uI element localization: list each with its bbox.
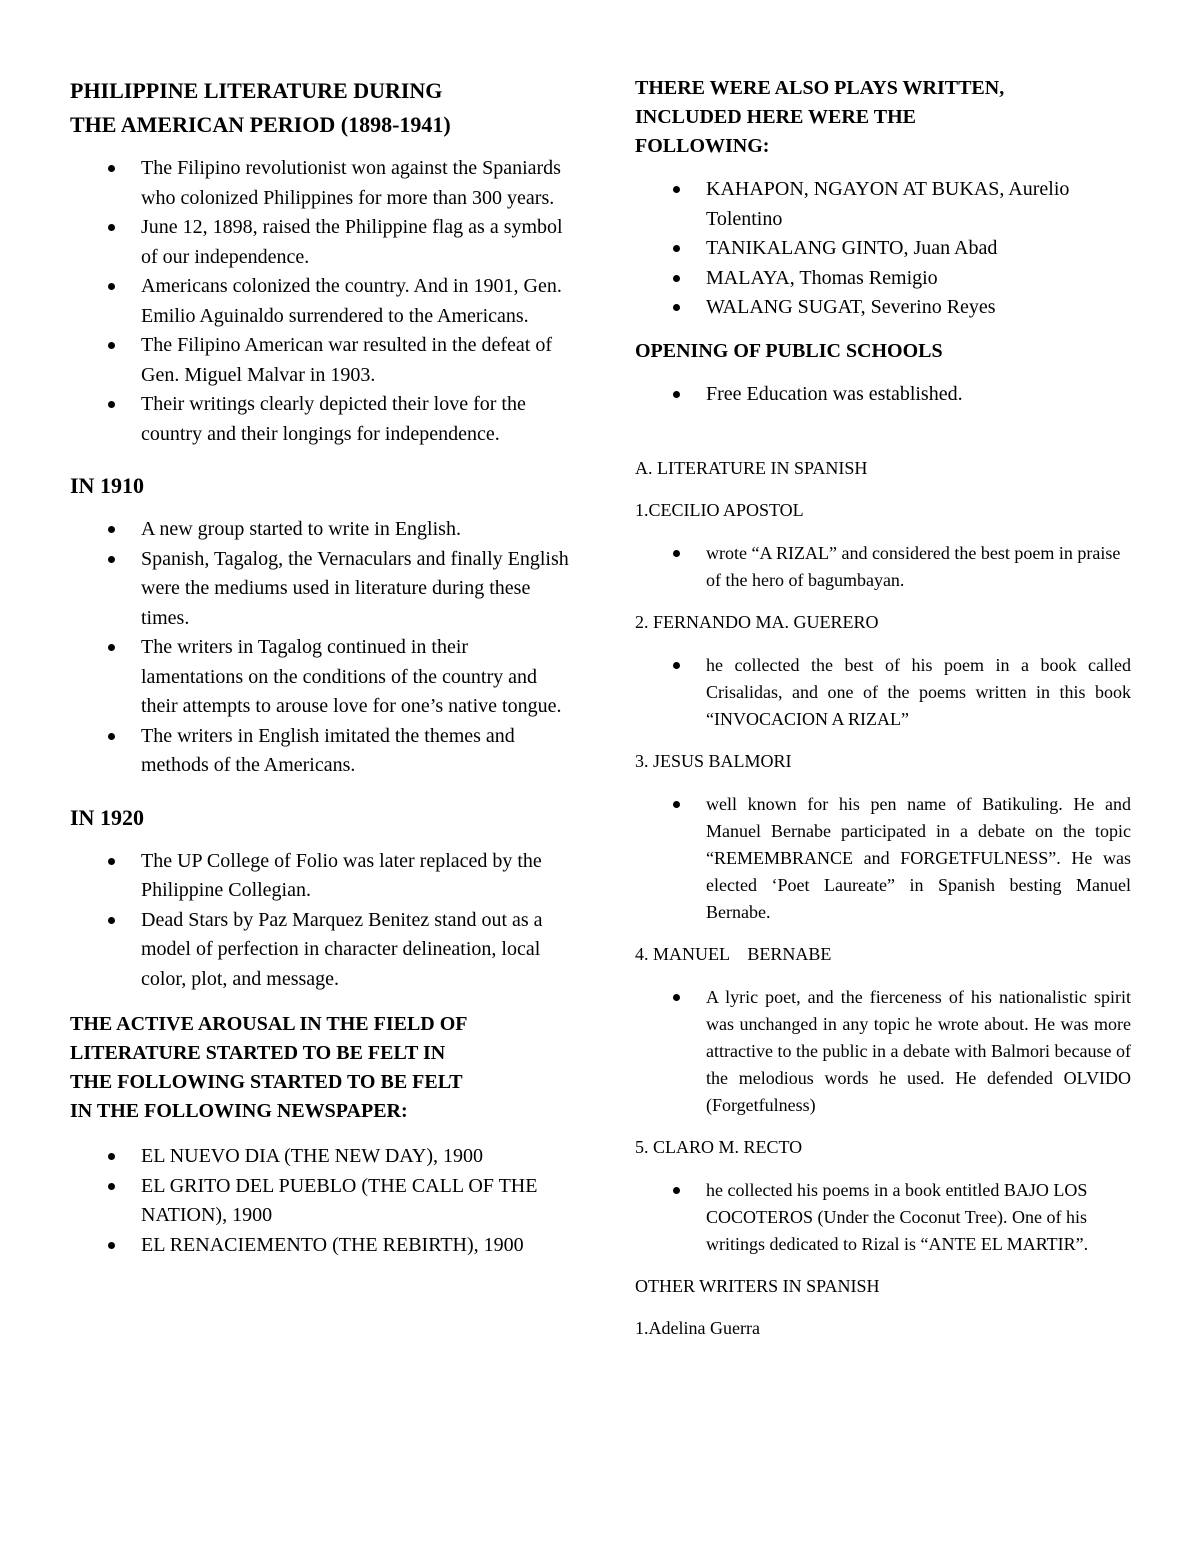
bullet-icon xyxy=(673,391,680,398)
heading-line: THE FOLLOWING STARTED TO BE FELT xyxy=(70,1071,463,1093)
list-item xyxy=(70,1142,570,1172)
bullet-icon xyxy=(108,556,115,563)
list-item xyxy=(635,380,1131,410)
bullet-icon xyxy=(673,245,680,252)
list-item-text: WALANG SUGAT, Severino Reyes xyxy=(706,296,996,318)
list-item-text: Dead Stars by Paz Marquez Benitez stand out as a model of perfection in character delineation, local color, plot, and message. xyxy=(141,908,543,990)
list-item-text: The Filipino American war resulted in the defeat of Gen. Miguel Malvar in 1903. xyxy=(141,334,552,386)
bernabe-bullet-list xyxy=(635,984,1131,1119)
list-item-text: KAHAPON, NGAYON AT BUKAS, Aurelio Tolentino xyxy=(706,178,1070,230)
other-writer-item: 1.Adelina Guerra xyxy=(635,1318,760,1338)
writer-heading-recto: 5. CLARO M. RECTO xyxy=(635,1137,803,1157)
bullet-icon xyxy=(673,186,680,193)
list-item-text: TANIKALANG GINTO, Juan Abad xyxy=(706,237,998,259)
bullet-icon xyxy=(108,1183,115,1190)
heading-line: THE ACTIVE AROUSAL IN THE FIELD OF xyxy=(70,1013,468,1035)
heading-line: LITERATURE STARTED TO BE FELT IN xyxy=(70,1042,446,1064)
section-heading-plays xyxy=(635,74,1131,161)
section-heading-1910: IN 1910 xyxy=(70,473,144,498)
bullet-icon xyxy=(108,165,115,172)
list-item xyxy=(70,390,570,449)
writer-heading-guerero: 2. FERNANDO MA. GUERERO xyxy=(635,612,879,632)
list-item xyxy=(70,154,570,213)
left-column xyxy=(70,74,570,1260)
bullet-icon xyxy=(673,994,680,1001)
bullet-icon xyxy=(108,1153,115,1160)
list-item xyxy=(635,1177,1131,1258)
list-item xyxy=(635,293,1131,323)
bullet-icon xyxy=(108,526,115,533)
bullet-icon xyxy=(108,858,115,865)
section-heading-1920: IN 1920 xyxy=(70,804,144,830)
bullet-icon xyxy=(108,401,115,408)
bullet-icon xyxy=(108,342,115,349)
list-item-text: The writers in Tagalog continued in their lamentations on the conditions of the country and their attempts to arouse love for one’s native tongue. xyxy=(141,636,562,717)
list-item-text: EL NUEVO DIA (THE NEW DAY), 1900 xyxy=(141,1145,483,1167)
list-item xyxy=(70,331,570,390)
in1910-bullet-list xyxy=(70,515,570,781)
list-item xyxy=(70,545,570,634)
list-item-text: Free Education was established. xyxy=(706,382,963,405)
subsection-literature-in-spanish: A. LITERATURE IN SPANISH xyxy=(635,458,868,478)
list-item xyxy=(635,984,1131,1119)
section-heading-arousal xyxy=(70,1010,570,1126)
bullet-icon xyxy=(673,662,680,669)
recto-bullet-list xyxy=(635,1177,1131,1258)
list-item xyxy=(635,175,1131,234)
writer-heading-balmori: 3. JESUS BALMORI xyxy=(635,751,792,771)
list-item xyxy=(70,515,570,545)
list-item xyxy=(635,264,1131,294)
list-item-text: EL GRITO DEL PUEBLO (THE CALL OF THE NATION), 1900 xyxy=(141,1174,538,1226)
page-title xyxy=(70,74,570,142)
heading-line: INCLUDED HERE WERE THE xyxy=(635,106,916,128)
writer-heading-bernabe: 4. MANUEL BERNABE xyxy=(635,944,832,964)
heading-line: FOLLOWING: xyxy=(635,135,770,157)
bullet-icon xyxy=(108,917,115,924)
in1920-bullet-list xyxy=(70,847,570,995)
list-item xyxy=(635,652,1131,733)
list-item-text: Spanish, Tagalog, the Vernaculars and finally English were the mediums used in literature during these times. xyxy=(141,547,569,629)
bullet-icon xyxy=(673,275,680,282)
list-item xyxy=(635,791,1131,926)
bullet-icon xyxy=(673,1187,680,1194)
list-item-text: he collected his poems in a book entitled BAJO LOS COCOTEROS (Under the Coconut Tree). One of his writings dedicated to Rizal is “ANTE EL MARTIR”. xyxy=(706,1180,1089,1254)
list-item-text: The UP College of Folio was later replaced by the Philippine Collegian. xyxy=(141,849,542,901)
list-item xyxy=(70,633,570,722)
bullet-icon xyxy=(673,801,680,808)
heading-line: IN THE FOLLOWING NEWSPAPER: xyxy=(70,1100,408,1122)
list-item-text: A lyric poet, and the fierceness of his nationalistic spirit was unchanged in any topic he wrote about. He was more attractive to the public in a debate with Balmori because of the melodious words he used. He defended OLVIDO (Forgetfulness) xyxy=(706,987,1131,1115)
list-item-text: The writers in English imitated the themes and methods of the Americans. xyxy=(141,724,515,776)
intro-bullet-list xyxy=(70,154,570,449)
list-item-text: well known for his pen name of Batikuling. He and Manuel Bernabe participated in a debate on the topic “REMEMBRANCE and FORGETFULNESS”. He was elected ‘Poet Laureate” in Spanish besting Manuel Bernabe. xyxy=(706,794,1131,922)
bullet-icon xyxy=(108,644,115,651)
list-item xyxy=(70,722,570,781)
bullet-icon xyxy=(108,733,115,740)
list-item xyxy=(70,213,570,272)
list-item-text: EL RENACIEMENTO (THE REBIRTH), 1900 xyxy=(141,1233,524,1256)
list-item-text: wrote “A RIZAL” and considered the best poem in praise of the hero of bagumbayan. xyxy=(706,543,1121,590)
page-title-line-1: PHILIPPINE LITERATURE DURING xyxy=(70,78,443,103)
balmori-bullet-list xyxy=(635,791,1131,926)
guerero-bullet-list xyxy=(635,652,1131,733)
bullet-icon xyxy=(108,1242,115,1249)
subsection-other-writers: OTHER WRITERS IN SPANISH xyxy=(635,1276,880,1296)
bullet-icon xyxy=(108,224,115,231)
schools-bullet-list xyxy=(635,380,1131,410)
right-column xyxy=(635,74,1131,1342)
list-item xyxy=(70,847,570,906)
writer-heading-apostol: 1.CECILIO APOSTOL xyxy=(635,500,804,520)
page-title-line-2: THE AMERICAN PERIOD (1898-1941) xyxy=(70,112,451,137)
bullet-icon xyxy=(673,304,680,311)
section-heading-schools: OPENING OF PUBLIC SCHOOLS xyxy=(635,339,943,362)
list-item-text: A new group started to write in English. xyxy=(141,518,461,540)
bullet-icon xyxy=(673,550,680,557)
list-item xyxy=(70,272,570,331)
list-item xyxy=(635,234,1131,264)
apostol-bullet-list xyxy=(635,540,1131,594)
list-item-text: MALAYA, Thomas Remigio xyxy=(706,266,938,289)
bullet-icon xyxy=(108,283,115,290)
list-item xyxy=(70,1231,570,1261)
list-item-text: June 12, 1898, raised the Philippine flag as a symbol of our independence. xyxy=(141,216,563,268)
plays-bullet-list xyxy=(635,175,1131,323)
list-item-text: Their writings clearly depicted their love for the country and their longings for independence. xyxy=(141,393,526,445)
list-item xyxy=(70,906,570,995)
heading-line: THERE WERE ALSO PLAYS WRITTEN, xyxy=(635,77,1005,99)
list-item xyxy=(635,540,1131,594)
list-item-text: The Filipino revolutionist won against the Spaniards who colonized Philippines for more than 300 years. xyxy=(141,157,561,209)
list-item xyxy=(70,1172,570,1231)
newspaper-bullet-list xyxy=(70,1142,570,1260)
list-item-text: Americans colonized the country. And in 1901, Gen. Emilio Aguinaldo surrendered to the Americans. xyxy=(141,275,562,327)
list-item-text: he collected the best of his poem in a book called Crisalidas, and one of the poems written in this book “INVOCACION A RIZAL” xyxy=(706,655,1131,729)
